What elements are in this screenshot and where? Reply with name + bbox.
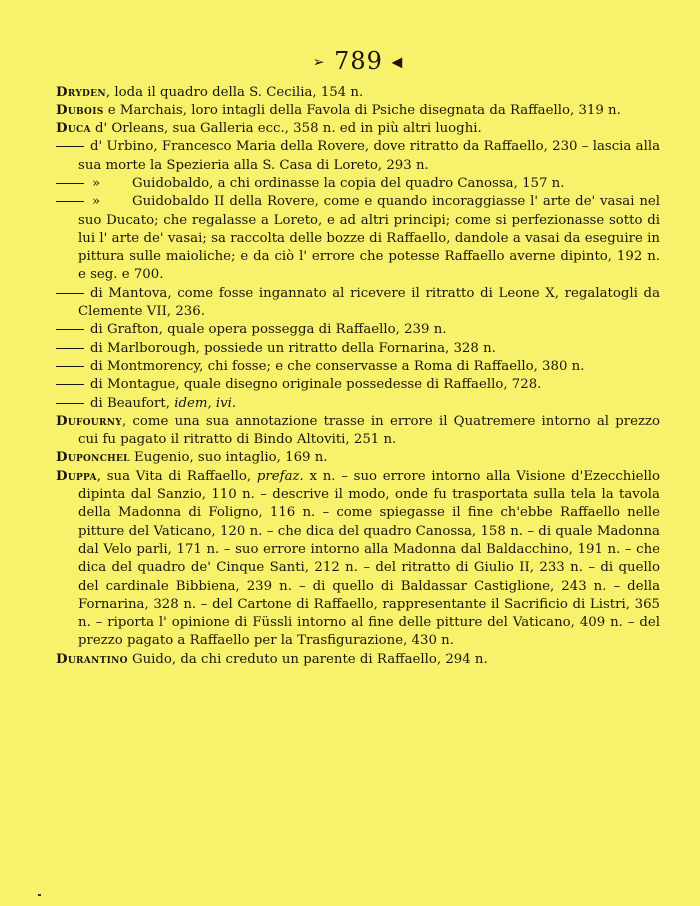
- entry-text: Guidobaldo II della Rovere, come e quando incoraggiasse l' arte de' vasai nel suo Ducato; che regalasse a Loreto, e ad altri principi; come si perfezionasse sotto di lui l' arte de' vasai; sa raccolta delle bozze di Raffaello, dandole a vasai da eseguire in pittura sulle maioliche; e da ciò l' errore che potesse Raffaello averne dipinto, 192 n. e seg. e 700.: [78, 194, 660, 283]
- index-entry: [56, 449, 660, 467]
- index-entry: [56, 102, 660, 120]
- ditto-dash: [56, 348, 84, 349]
- entry-head: Dufourny: [56, 413, 122, 429]
- entry-head: Dubois: [56, 102, 104, 118]
- entry-text: Eugenio, suo intaglio, 169 n.: [129, 450, 328, 466]
- index-entry: [56, 468, 660, 651]
- entry-text-continued: x n. – suo errore intorno alla Visione d'Ezecchiello dipinta dal Sanzio, 110 n. – descrive il modo, onde fu trasportata sulla tela la tavola della Madonna di Foligno, 116 n. – come spiegasse il fine ch'ebbe Raffaello nelle pitture del Vaticano, 120 n. – che dica del quadro Canossa, 158 n. – di quale Madonna dal Velo parli, 171 n. – suo errore intorno alla Madonna dal Baldacchino, 191 n. – che dica del quadro de' Cinque Santi, 212 n. – del ritratto di Giulio II, 233 n. – di quello del cardinale Bibbiena, 239 n. – di quello di Baldassar Castiglione, 243 n. – della Fornarina, 328 n. – del Cartone di Raffaello, rappresentante il Sacrificio di Listri, 365 n. – riporta l' opinione di Füssli intorno al fine delle pitture del Vaticano, 409 n. – del prezzo pagato a Raffaello per la Trasfigurazione, 430 n.: [78, 468, 661, 649]
- index-subentry: [56, 358, 660, 376]
- entry-italic: idem, ivi.: [174, 395, 237, 411]
- right-ornament: ◀: [391, 54, 404, 71]
- entry-text: Guidobaldo, a chi ordinasse la copia del quadro Canossa, 157 n.: [132, 175, 565, 191]
- index-entry: [56, 120, 660, 138]
- entry-head: Durantino: [56, 651, 128, 667]
- left-ornament: ➢: [312, 54, 326, 71]
- entry-text: d' Orleans, sua Galleria ecc., 358 n. ed in più altri luoghi.: [90, 121, 482, 137]
- index-list: [56, 84, 660, 670]
- index-subentry: » Guidobaldo, a chi ordinasse la copia del quadro Canossa, 157 n.: [56, 175, 660, 193]
- paper-speck: [38, 894, 41, 896]
- index-subentry: [56, 340, 660, 358]
- entry-text: di Grafton, quale opera possegga di Raffaello, 239 n.: [90, 322, 447, 338]
- entry-head: Duponchel: [56, 450, 130, 466]
- entry-text: , come una sua annotazione trasse in errore il Quatremere intorno al prezzo cui fu pagato il ritratto di Bindo Altoviti, 251 n.: [78, 413, 660, 448]
- index-entry: [56, 84, 660, 102]
- ditto-dash: [56, 183, 84, 184]
- entry-text: Guido, da chi creduto un parente di Raffaello, 294 n.: [127, 651, 488, 667]
- ditto-dash: [56, 329, 84, 330]
- index-subentry: [56, 285, 660, 322]
- entry-head: Duca: [56, 121, 91, 137]
- entry-head: Dryden: [56, 84, 106, 100]
- entry-text: di Beaufort,: [90, 395, 175, 411]
- ditto-dash: [56, 293, 84, 294]
- page-number-text: 789: [334, 47, 383, 75]
- ditto-dash: [56, 384, 84, 385]
- index-subentry: [56, 321, 660, 339]
- index-entry: [56, 651, 660, 669]
- entry-italic: prefaz.: [256, 468, 304, 484]
- page-number: [56, 46, 660, 78]
- ditto-dash: [56, 146, 84, 147]
- index-subentry: [56, 395, 660, 413]
- ditto-dash: [56, 366, 84, 367]
- entry-text: e Marchais, loro intagli della Favola di Psiche disegnata da Raffaello, 319 n.: [103, 102, 621, 118]
- entry-text: di Montmorency, chi fosse; e che conservasse a Roma di Raffaello, 380 n.: [90, 358, 585, 374]
- entry-text: , sua Vita di Raffaello,: [96, 468, 257, 484]
- index-subentry: [56, 376, 660, 394]
- entry-text: di Marlborough, possiede un ritratto della Fornarina, 328 n.: [90, 340, 496, 356]
- entry-text: , loda il quadro della S. Cecilia, 154 n.: [105, 84, 364, 100]
- entry-text: di Mantova, come fosse ingannato al ricevere il ritratto di Leone X, regalatogli da Clemente VII, 236.: [78, 285, 660, 320]
- ditto-dash: [56, 201, 84, 202]
- ditto-dash: [56, 403, 84, 404]
- entry-head: Duppa: [56, 468, 97, 484]
- index-entry: [56, 413, 660, 450]
- index-subentry: » Guidobaldo II della Rovere, come e quando incoraggiasse l' arte de' vasai nel suo Ducato; che regalasse a Loreto, e ad altri principi; come si perfezionasse sotto di lui l' arte de' vasai; sa raccolta delle bozze di Raffaello, dandole a vasai da eseguire in pittura sulle maioliche; e da ciò l' errore che potesse Raffaello averne dipinto, 192 n. e seg. e 700.: [56, 193, 660, 284]
- index-subentry: [56, 138, 660, 175]
- entry-text: di Montague, quale disegno originale possedesse di Raffaello, 728.: [90, 377, 542, 393]
- entry-text: d' Urbino, Francesco Maria della Rovere, dove ritratto da Raffaello, 230 – lascia alla sua morte la Spezieria alla S. Casa di Loreto, 293 n.: [78, 139, 660, 173]
